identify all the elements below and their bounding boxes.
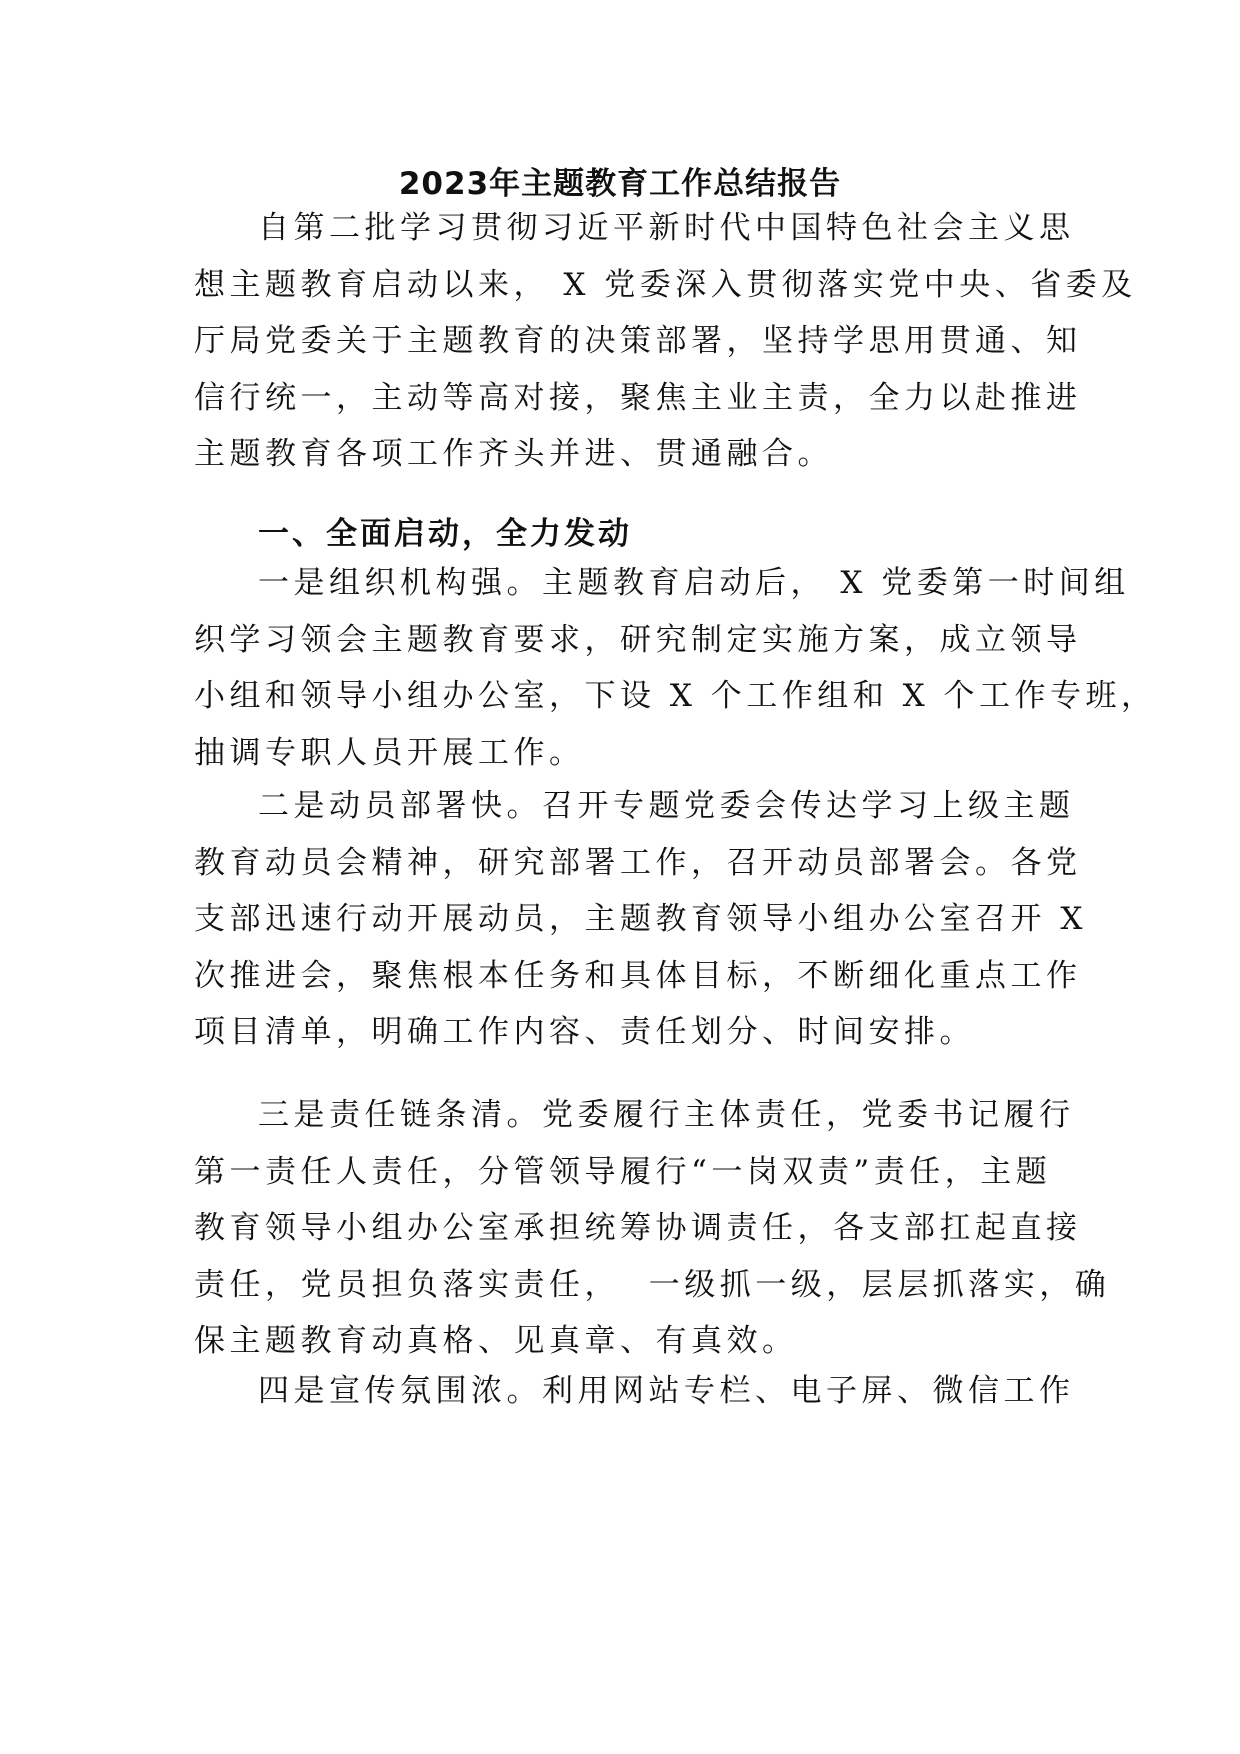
paragraph-line: 抽调专职人员开展工作。 [194, 734, 585, 771]
paragraph-line: 教育领导小组办公室承担统筹协调责任，各支部扛起直接 [194, 1210, 1082, 1246]
paragraph-line: 四是宣传氛围浓。利用网站专栏、电子屏、微信工作 [258, 1373, 1075, 1409]
intro-line: 信行统一，主动等高对接，聚焦主业主责，全力以赴推进 [194, 379, 1082, 416]
paragraph-responsibility [194, 1087, 1111, 1370]
paragraph-line: 次推进会，聚焦根本任务和具体目标，不断细化重点工作 [194, 957, 1082, 994]
paragraph-publicity [194, 1363, 1075, 1420]
paragraph-line: 支部迅速行动开展动员，主题教育领导小组办公室召开 X [194, 901, 1087, 937]
paragraph-line: 二是动员部署快。召开专题党委会传达学习上级主题 [258, 788, 1075, 824]
intro-paragraph [194, 200, 1137, 483]
paragraph-line: 织学习领会主题教育要求，研究制定实施方案，成立领导 [194, 621, 1082, 658]
paragraph-line: 三是责任链条清。党委履行主体责任，党委书记履行 [258, 1097, 1075, 1133]
intro-line: 主题教育各项工作齐头并进、贯通融合。 [194, 436, 833, 472]
paragraph-line: 项目清单，明确工作内容、责任划分、时间安排。 [194, 1014, 975, 1050]
intro-line: 自第二批学习贯彻习近平新时代中国特色社会主义思 [258, 210, 1075, 246]
document-title: 2023年主题教育工作总结报告 [398, 166, 842, 202]
paragraph-line: 保主题教育动真格、见真章、有真效。 [194, 1323, 798, 1359]
paragraph-line: 第一责任人责任，分管领导履行“一岗双责”责任，主题 [194, 1153, 1052, 1190]
paragraph-line: 教育动员会精神，研究部署工作，召开动员部署会。各党 [194, 844, 1082, 881]
paragraph-organization [194, 555, 1157, 781]
paragraph-mobilization [194, 778, 1087, 1061]
paragraph-line: 责任，党员担负落实责任， 一级抓一级，层层抓落实，确 [194, 1266, 1111, 1303]
paragraph-line: 一是组织机构强。主题教育启动后， X 党委第一时间组 [258, 565, 1130, 601]
paragraph-line: 小组和领导小组办公室，下设 X 个工作组和 X 个工作专班， [194, 678, 1157, 714]
section-heading: 一、全面启动，全力发动 [258, 516, 632, 552]
intro-line: 想主题教育启动以来， X 党委深入贯彻落实党中央、省委及 [194, 266, 1137, 303]
intro-line: 厅局党委关于主题教育的决策部署，坚持学思用贯通、知 [194, 323, 1082, 359]
